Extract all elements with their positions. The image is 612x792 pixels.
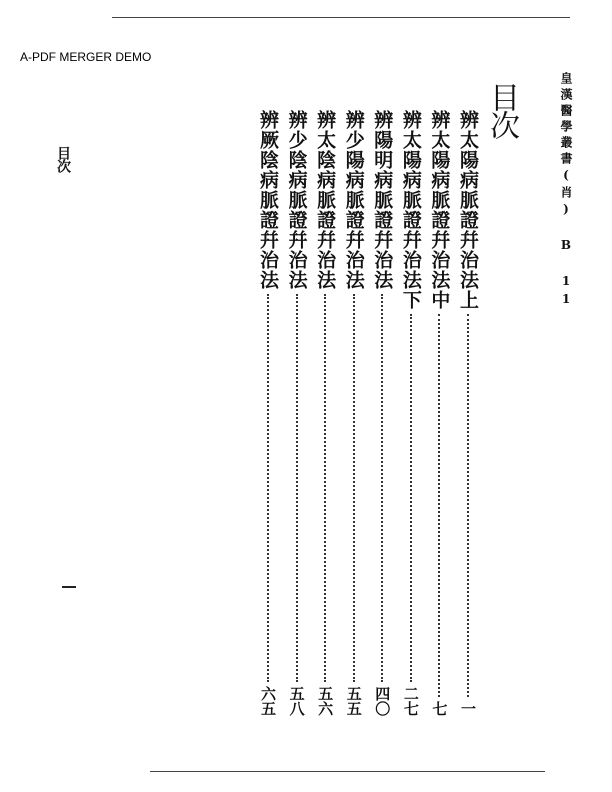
toc-entry-page: 一 — [458, 701, 477, 716]
toc-entry-title: 辨少陽病脈證幷治法 — [342, 110, 365, 290]
toc-entry[interactable] — [313, 110, 337, 716]
toc-entry[interactable] — [285, 110, 309, 716]
toc-entry-title: 辨少陰病脈證幷治法 — [285, 110, 308, 290]
side-title: 目次 — [55, 146, 71, 172]
toc-entry-page: 五五 — [344, 686, 363, 716]
toc-leader-dots — [410, 314, 412, 682]
toc-leader-dots — [353, 294, 355, 682]
toc-entry-page: 六五 — [259, 686, 277, 716]
toc-entry-page: 五八 — [287, 686, 306, 716]
toc-entry-title: 辨太陽病脈證幷治法上 — [456, 110, 479, 310]
page-folio — [62, 586, 76, 588]
toc-entry-title: 辨太陰病脈證幷治法 — [314, 110, 337, 290]
toc-entry[interactable] — [399, 110, 423, 716]
toc-leader-dots — [296, 294, 298, 682]
top-rule — [112, 17, 570, 18]
toc-leader-dots — [324, 294, 326, 682]
toc-list — [256, 110, 480, 716]
toc-entry[interactable] — [456, 110, 480, 716]
toc-leader-dots — [267, 294, 269, 682]
bottom-rule — [150, 771, 545, 772]
toc-leader-dots — [381, 294, 383, 682]
toc-entry-title: 辨太陽病脈證幷治法下 — [399, 110, 422, 310]
toc-entry[interactable] — [427, 110, 451, 716]
toc-entry-title: 辨太陽病脈證幷治法中 — [428, 110, 451, 310]
toc-entry-title: 辨陽明病脈證幷治法 — [371, 110, 394, 290]
watermark-text: A-PDF MERGER DEMO — [20, 50, 152, 64]
running-header: 皇漢醫學叢書(肖) B 11 — [559, 72, 573, 310]
toc-entry[interactable] — [342, 110, 366, 716]
toc-leader-dots — [438, 314, 440, 697]
toc-entry-page: 二七 — [401, 686, 420, 716]
toc-entry[interactable] — [370, 110, 394, 716]
toc-entry[interactable] — [256, 110, 280, 716]
toc-entry-title: 辨厥陰病脈證幷治法 — [257, 110, 279, 290]
toc-entry-page: 四〇 — [373, 686, 392, 716]
page-title: 目次 — [484, 82, 519, 138]
toc-entry-page: 五六 — [316, 686, 335, 716]
toc-leader-dots — [467, 314, 469, 697]
toc-entry-page: 七 — [430, 701, 449, 716]
